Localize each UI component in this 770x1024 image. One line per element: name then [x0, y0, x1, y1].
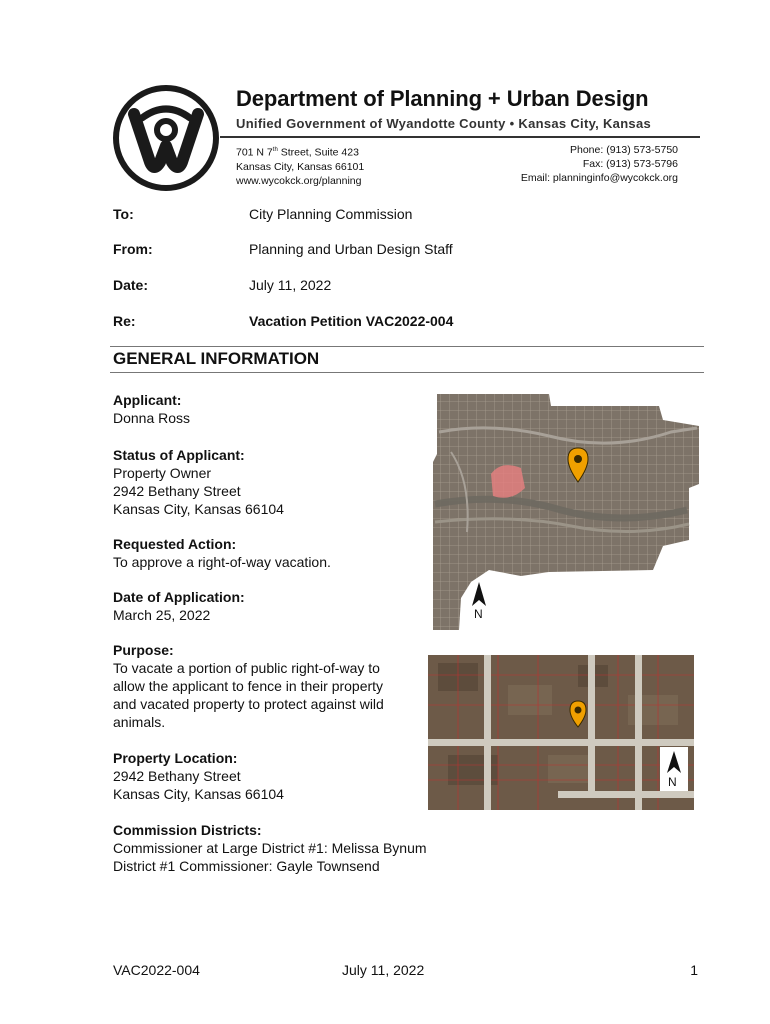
website-link[interactable]: www.wycokck.org/planning — [236, 174, 362, 187]
north-arrow-icon — [472, 582, 486, 606]
phone-number: Phone: (913) 573-5750 — [570, 144, 678, 156]
area-overview-map — [431, 392, 703, 632]
location-line: 2942 Bethany Street — [113, 768, 241, 784]
footer-case-number: VAC2022-004 — [113, 962, 200, 978]
section-rule-top — [110, 346, 704, 347]
memo-from-value: Planning and Urban Design Staff — [249, 241, 453, 257]
memo-date-value: July 11, 2022 — [249, 277, 332, 293]
districts-line: District #1 Commissioner: Gayle Townsend — [113, 858, 380, 874]
application-date-label: Date of Application: — [113, 589, 245, 605]
address-line-2: Kansas City, Kansas 66101 — [236, 160, 365, 173]
districts-block — [113, 821, 513, 875]
location-label: Property Location: — [113, 750, 238, 766]
footer-date: July 11, 2022 — [342, 962, 425, 978]
email-link[interactable]: Email: planninginfo@wycokck.org — [520, 172, 678, 184]
purpose-line: To vacate a portion of public right-of-way to — [113, 660, 380, 676]
purpose-line: allow the applicant to fence in their property — [113, 678, 384, 694]
section-title: GENERAL INFORMATION — [113, 349, 320, 368]
location-line: Kansas City, Kansas 66104 — [113, 786, 284, 802]
application-date-block — [113, 588, 413, 624]
applicant-label: Applicant: — [113, 392, 182, 408]
north-label: N — [474, 607, 483, 621]
department-logo — [112, 84, 220, 192]
letterhead-divider — [220, 136, 700, 138]
districts-label: Commission Districts: — [113, 822, 262, 838]
department-contact — [521, 143, 678, 185]
purpose-label: Purpose: — [113, 642, 174, 658]
status-line: 2942 Bethany Street — [113, 483, 241, 499]
application-date: March 25, 2022 — [113, 607, 211, 623]
status-line: Kansas City, Kansas 66104 — [113, 501, 284, 517]
districts-line: Commissioner at Large District #1: Melissa Bynum — [113, 840, 427, 856]
purpose-block — [113, 641, 413, 731]
address-line-1: 701 N 7th Street, Suite 423 — [236, 146, 359, 159]
memo-from-label: From: — [113, 241, 153, 257]
department-title: Department of Planning + Urban Design — [236, 86, 649, 111]
page-number: 1 — [690, 962, 698, 978]
action-block — [113, 535, 413, 571]
status-line: Property Owner — [113, 465, 212, 481]
action-label: Requested Action: — [113, 536, 237, 552]
department-address — [236, 143, 364, 188]
department-subtitle: Unified Government of Wyandotte County • Kansas City, Kansas — [236, 116, 652, 131]
status-block — [113, 446, 413, 518]
memo-re-label: Re: — [113, 313, 136, 329]
section-rule-bottom — [110, 372, 704, 373]
memo-to-value: City Planning Commission — [249, 206, 413, 222]
memo-re-value: Vacation Petition VAC2022-004 — [249, 313, 454, 329]
memo-date-label: Date: — [113, 277, 149, 293]
memo-to-label: To: — [113, 206, 134, 222]
action-text: To approve a right-of-way vacation. — [113, 554, 331, 570]
north-label: N — [668, 775, 677, 789]
purpose-line: and vacated property to protect against wild — [113, 696, 384, 712]
status-label: Status of Applicant: — [113, 447, 245, 463]
purpose-line: animals. — [113, 714, 166, 730]
property-aerial-map — [428, 655, 694, 810]
location-block — [113, 749, 413, 803]
fax-number: Fax: (913) 573-5796 — [582, 158, 678, 170]
applicant-name: Donna Ross — [113, 410, 191, 426]
applicant-block — [113, 391, 413, 427]
